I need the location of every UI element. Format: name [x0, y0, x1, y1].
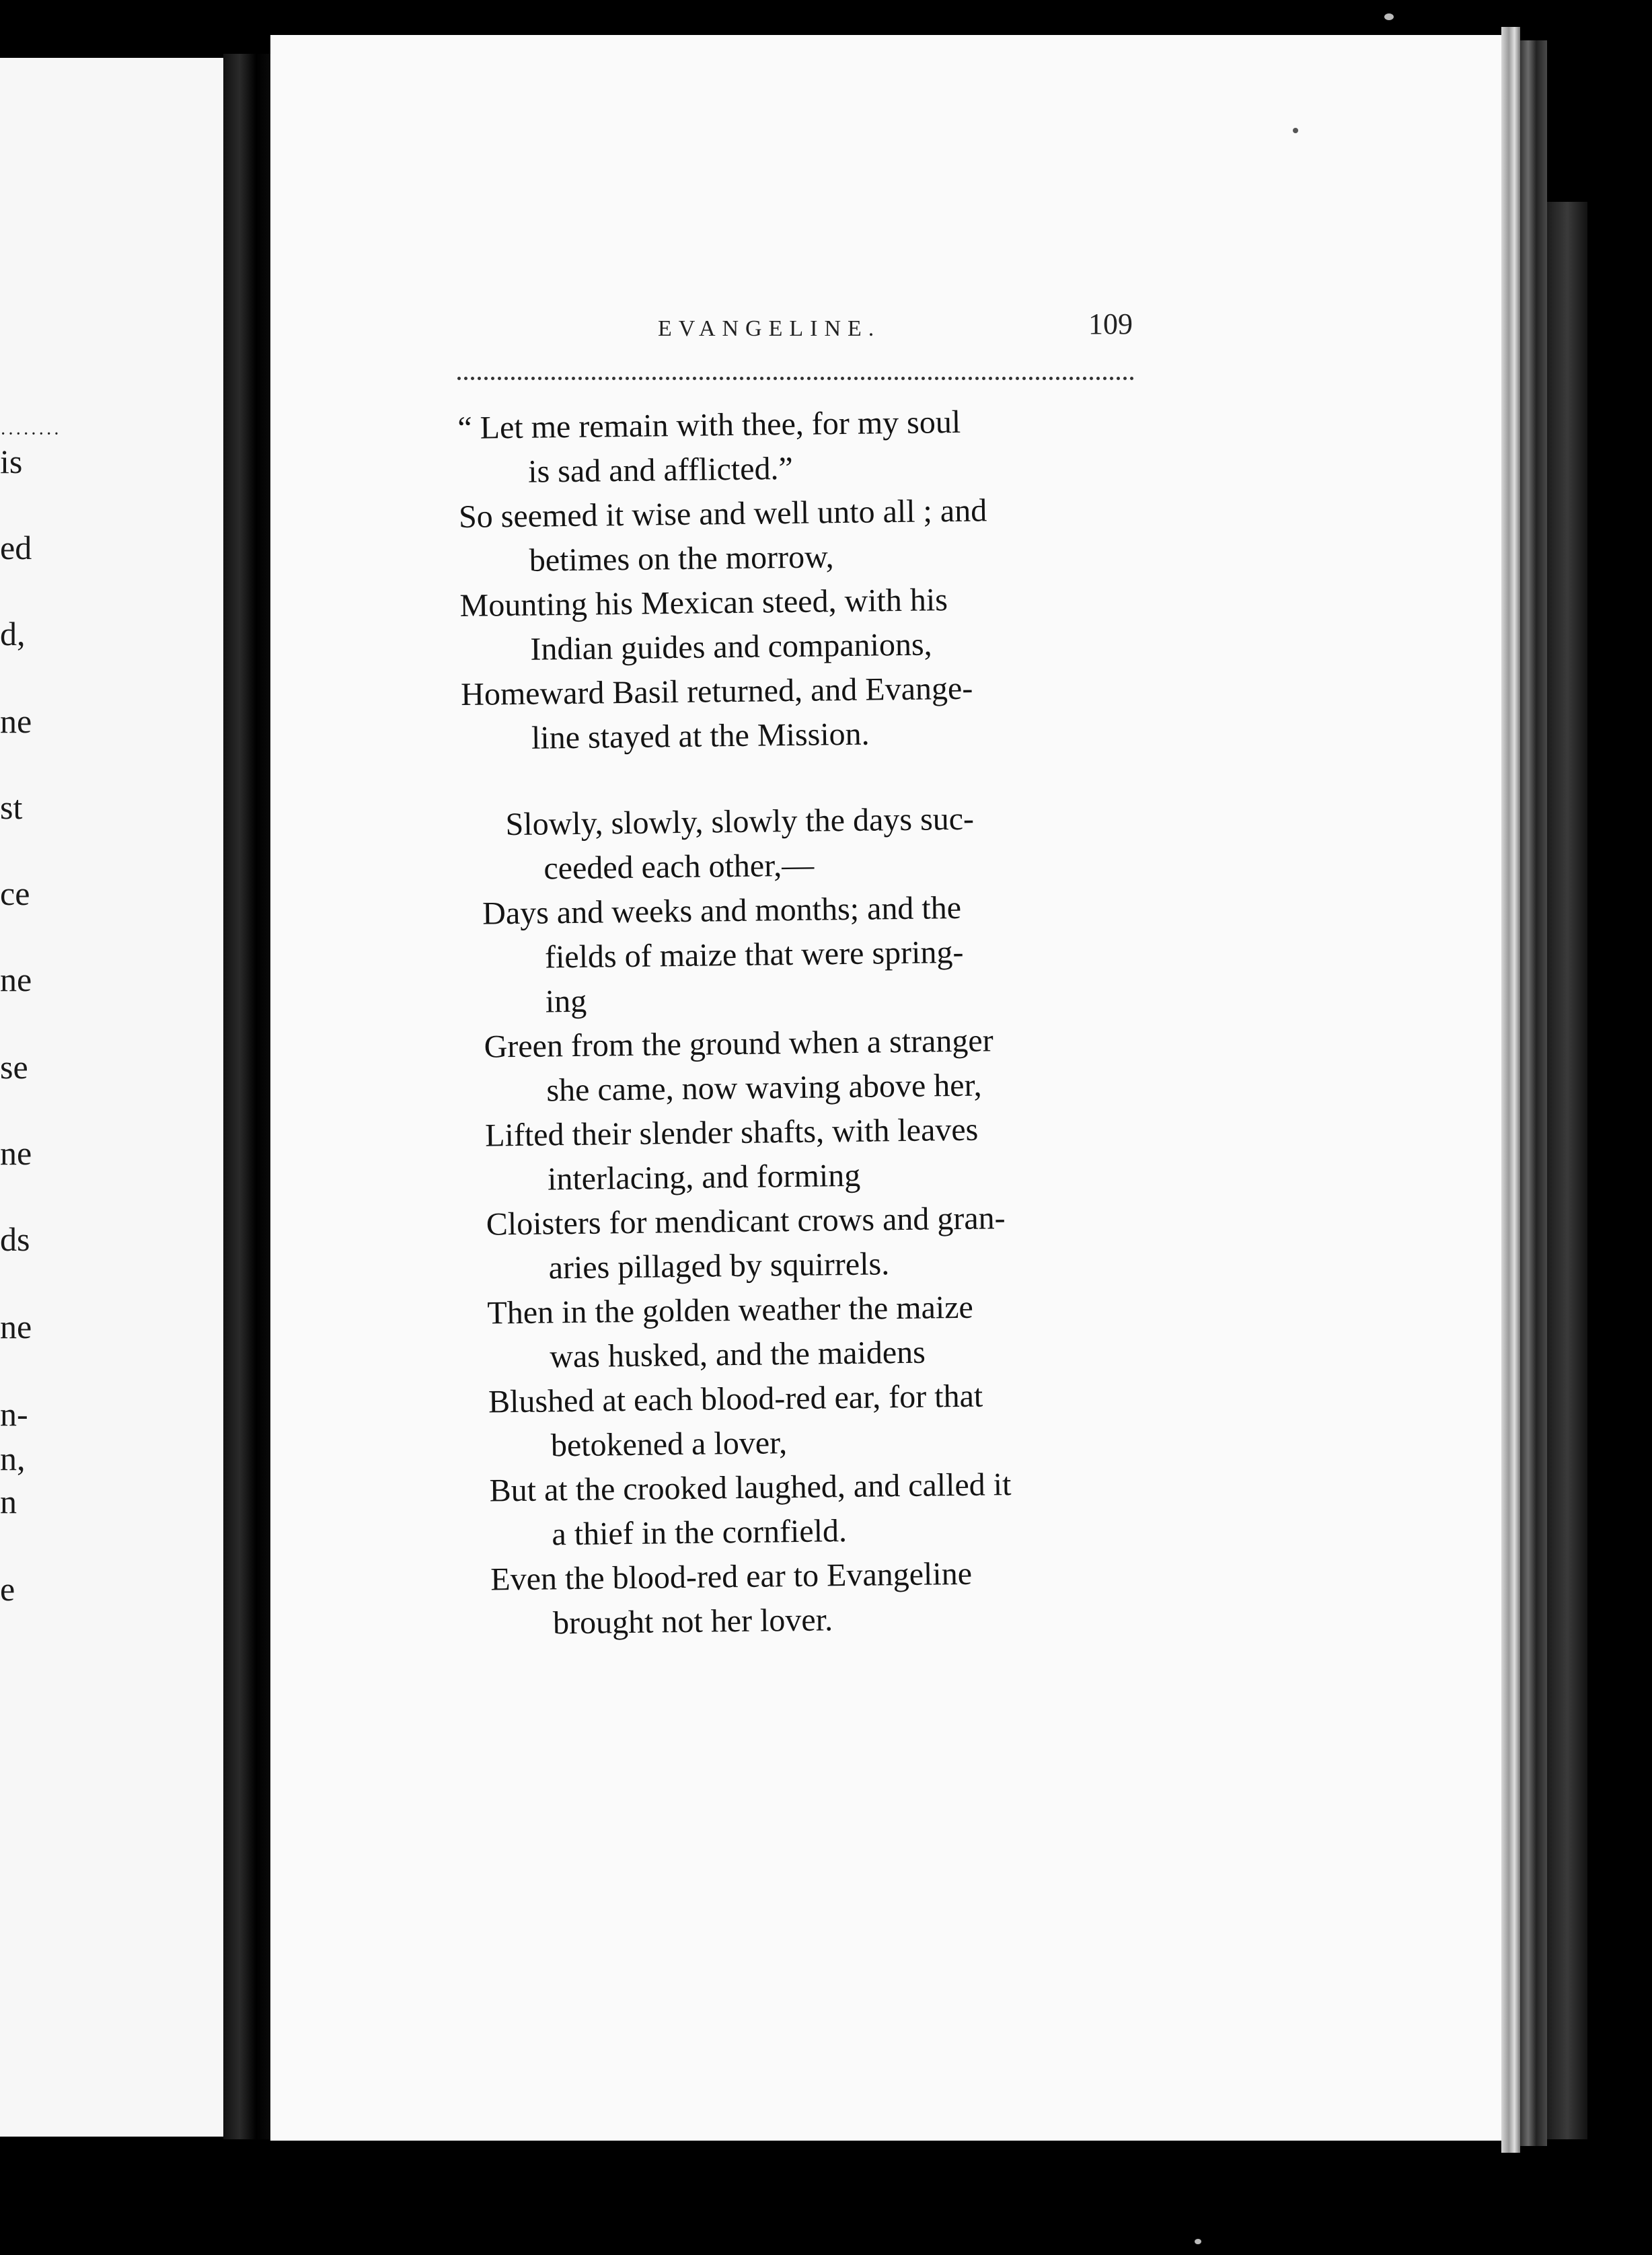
previous-page-line-end: ce: [0, 875, 30, 912]
scan-speck: [1384, 13, 1394, 20]
poem-text: [457, 397, 1219, 1646]
verse-line-continuation: is sad and afflicted.”: [527, 450, 794, 490]
verse-line-continuation: ceeded each other,—: [543, 847, 815, 887]
scan-speck: [1293, 128, 1298, 133]
verse-line-continuation: Indian guides and companions,: [530, 626, 932, 667]
previous-page-line-end: ne: [0, 1134, 32, 1172]
header-dotted-rule: [457, 377, 1134, 380]
scan-speck: [1195, 2239, 1201, 2244]
previous-page-line-end: n-: [0, 1395, 28, 1433]
verse-line-continuation: was husked, and the maidens: [549, 1334, 926, 1375]
stanza: [462, 794, 1219, 1646]
verse-line: Slowly, slowly, slowly the days suc-: [505, 801, 975, 843]
verse-line-continuation: ing: [545, 983, 587, 1020]
previous-page-line-end: is: [0, 443, 23, 480]
verse-line: Even the blood-red ear to Evangeline: [490, 1555, 973, 1598]
previous-page-line-end: st: [0, 788, 23, 826]
verse-line-continuation: betimes on the morrow,: [529, 539, 834, 579]
verse-line-continuation: brought not her lover.: [552, 1602, 833, 1641]
previous-page-fragment: [0, 58, 223, 2137]
verse-line-continuation: aries pillaged by squirrels.: [548, 1246, 890, 1286]
verse-line-continuation: betokened a lover,: [550, 1425, 788, 1464]
verse-line-continuation: interlacing, and forming: [547, 1157, 861, 1197]
page-edges: [1501, 27, 1520, 2153]
verse-line: Lifted their slender shafts, with leaves: [484, 1111, 979, 1154]
verse-line: But at the crooked laughed, and called it: [489, 1467, 1012, 1509]
verse-line-continuation: line stayed at the Mission.: [531, 716, 870, 756]
stanza: [457, 397, 1208, 762]
previous-page-line-end: ed: [0, 529, 32, 566]
page-edges-shadow: [1520, 40, 1547, 2146]
verse-line-continuation: fields of maize that were spring-: [544, 934, 964, 975]
previous-page-line-end: ne: [0, 1308, 32, 1345]
verse-line-continuation: she came, now waving above her,: [546, 1067, 982, 1109]
previous-page-line-end: n: [0, 1483, 17, 1520]
previous-page-line-end: d,: [0, 615, 26, 653]
previous-page-line-end: ne: [0, 702, 32, 740]
verse-line: So seemed it wise and well unto all ; and: [458, 492, 987, 535]
previous-page-line-end: ds: [0, 1220, 30, 1258]
previous-page-line-end: ne: [0, 961, 32, 998]
running-header: EVANGELINE.: [658, 316, 881, 341]
book-gutter: [223, 54, 270, 2139]
verse-line: Blushed at each blood-red ear, for that: [488, 1378, 983, 1420]
previous-page-line-end: e: [0, 1570, 15, 1608]
previous-page-line-end: se: [0, 1048, 28, 1086]
page-number: 109: [1088, 307, 1133, 340]
verse-line: Then in the golden weather the maize: [487, 1289, 974, 1331]
previous-page-line-end: n,: [0, 1440, 26, 1477]
book-cover-edge: [1547, 202, 1587, 2139]
verse-line: Mounting his Mexican steed, with his: [459, 582, 948, 624]
verse-line: Green from the ground when a stranger: [484, 1023, 993, 1065]
verse-line: Homeward Basil returned, and Evange-: [460, 670, 973, 712]
previous-page-rule: ········: [0, 424, 61, 445]
verse-line-continuation: a thief in the cornfield.: [552, 1513, 848, 1553]
verse-line: Days and weeks and months; and the: [482, 889, 962, 932]
verse-line: “ Let me remain with thee, for my soul: [457, 404, 961, 446]
verse-line: Cloisters for mendicant crows and gran-: [486, 1200, 1006, 1243]
